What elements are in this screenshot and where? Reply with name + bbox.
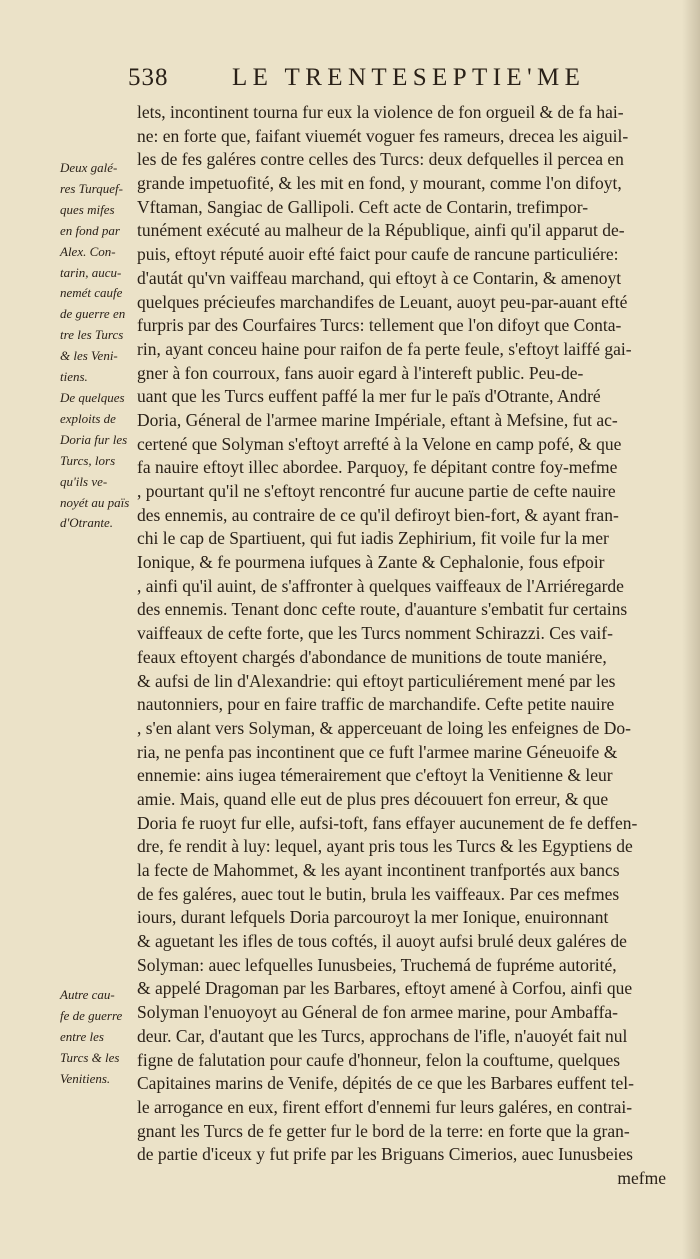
text-line: uant que les Turcs euffent paffé la mer fur le païs d'Otrante, André [137, 386, 601, 407]
catchword: mefme [617, 1167, 666, 1188]
text-line: Doria fe ruoyt fur elle, aufsi-toft, fans effayer aucunement de fe deffen- [137, 812, 638, 833]
page-number: 538 [128, 64, 169, 91]
text-line: & appelé Dragoman par les Barbares, eftoyt amené à Corfou, ainfi que [137, 978, 633, 999]
text-line: vaiffeaux de cefte forte, que les Turcs nomment Schirazzi. Ces vaif- [137, 623, 613, 644]
margin-note-line: nemét caufe [60, 285, 123, 301]
text-line: , pourtant qu'il ne s'eftoyt rencontré fur aucune partie de cefte nauire [137, 481, 616, 501]
text-line: de fes galéres, auec tout le butin, brula les vaiffeaux. Par ces mefmes [137, 883, 620, 904]
text-line: des ennemis. Tenant donc cefte route, d'auanture s'embatit fur certains [137, 599, 628, 620]
text-line: gnant les Turcs de fe getter fur le bord de la terre: en forte que la gran- [137, 1120, 630, 1141]
page-header [128, 64, 668, 98]
margin-note-line: Turcs & les [60, 1049, 120, 1065]
text-line: nautonniers, pour en faire traffic de marchandife. Cefte petite nauire [137, 694, 615, 715]
text-line: fa nauire eftoyt illec abordee. Parquoy, fe dépitant contre foy-mefme [137, 457, 618, 478]
text-line: & aguetant les ifles de tous coftés, il auoyt aufsi brulé deux galéres de [137, 931, 627, 952]
margin-note-line: Deux galé- [60, 160, 118, 175]
text-line: rin, ayant conceu haine pour raifon de fa perte feule, s'eftoyt laiffé gai- [137, 338, 632, 359]
text-line: les de fes galéres contre celles des Turcs: deux defquelles il percea en [137, 149, 624, 170]
text-line: & aufsi de lin d'Alexandrie: qui eftoyt particuliérement mené par les [137, 670, 616, 691]
running-title: LE TRENTESEPTIE'ME [232, 64, 586, 91]
text-line: de partie d'iceux y fut prife par les Briguans Cimerios, auec Iunusbeies [137, 1144, 633, 1165]
text-line: Solyman l'enuoyoyt au Géneral de fon armee marine, pour Ambaffa- [137, 1002, 619, 1023]
margin-note-line: tarin, aucu- [60, 264, 122, 280]
text-line: chi le cap de Spartiuent, qui fut iadis Zephirium, fit voile fur la mer [137, 528, 609, 549]
margin-note-line: entre les [60, 1028, 104, 1044]
margin-note-line: Venitiens. [60, 1070, 111, 1086]
text-line: quelques précieufes marchandifes de Leuant, auoyt peu-par-auant efté [137, 291, 628, 312]
text-line: Doria, Géneral de l'armee marine Impériale, eftant à Mefsine, fut ac- [137, 409, 618, 430]
text-line: dre, fe rendit à luy: lequel, ayant pris tous les Turcs & les Egyptiens de [137, 836, 633, 857]
text-line: ria, ne penfa pas incontinent que ce fuft l'armee marine Géneuoife & [137, 741, 618, 762]
margin-note-line: Autre cau- [60, 987, 115, 1002]
margin-note [60, 158, 134, 388]
margin-note-line: en fond par [60, 222, 120, 238]
text-line: la fecte de Mahommet, & les ayant incontinent tranfportés aux bancs [137, 860, 620, 880]
margin-note-line: tiens. [60, 369, 88, 385]
text-line: deur. Car, d'autant que les Turcs, approchans de l'ifle, n'auoyét fait nul [137, 1025, 628, 1046]
margin-note-line: Alex. Con- [60, 243, 116, 259]
margin-note-line: De quelques [60, 390, 125, 405]
text-line: des ennemis, au contraire de ce qu'il defiroyt bien-fort, & ayant fran- [137, 504, 619, 525]
text-line: feaux eftoyent chargés d'abondance de munitions de toute maniére, [137, 646, 607, 667]
text-line: Capitaines marins de Venife, dépités de ce que les Barbares euffent tel- [137, 1073, 634, 1094]
margin-note [60, 985, 134, 1090]
text-line: grande impetuofité, & les mit en fond, y mourant, comme l'on difoyt, [137, 173, 622, 194]
margin-note-line: d'Otrante. [60, 515, 113, 531]
margin-note-line: ques mifes [60, 201, 115, 217]
text-line: gner à fon courroux, fans auoir egard à l'intereft public. Peu-de- [137, 362, 584, 383]
margin-note-line: fe de guerre [60, 1007, 123, 1023]
text-line: d'autát qu'vn vaiffeau marchand, qui eftoyt à ce Contarin, & amenoyt [137, 267, 622, 288]
text-line: tunément exécuté au malheur de la République, ainfi qu'il apparut de- [137, 220, 625, 241]
text-line: puis, eftoyt réputé auoir efté faict pour caufe de rancune particuliére: [137, 244, 619, 265]
text-line: certené que Solyman s'eftoyt arrefté à la Velone en camp pofé, & que [137, 433, 622, 454]
margin-note [60, 388, 134, 534]
margin-note-line: de guerre en [60, 306, 126, 322]
text-line: iours, durant lefquels Doria parcouroyt la mer Ionique, enuironnant [137, 907, 609, 928]
margin-note-line: Turcs, lors [60, 452, 116, 468]
margin-note-line: qu'ils ve- [60, 473, 108, 489]
margin-note-line: exploits de [60, 410, 116, 426]
margin-note-line: noyét au païs [60, 494, 130, 510]
text-line: Ionique, & fe pourmena iufques à Zante & Cephalonie, fous efpoir [137, 552, 605, 573]
text-line: Solyman: auec lefquelles Iunusbeies, Truchemá de fupréme autorité, [137, 954, 617, 975]
text-line: furpris par des Courfaires Turcs: tellement que l'on difoyt que Conta- [137, 315, 622, 336]
margin-note-line: & les Veni- [60, 348, 118, 364]
text-line: ne: en forte que, faifant viuemét voguer fes rameurs, drecea les aiguil- [137, 125, 629, 146]
text-line: amie. Mais, quand elle eut de plus pres découuert fon erreur, & que [137, 788, 609, 809]
margin-note-line: tre les Turcs [60, 327, 124, 343]
text-line: le arrogance en eux, firent effort d'ennemi fur leurs galéres, en contrai- [137, 1096, 633, 1117]
text-line: ennemie: ains iugea témerairement que c'eftoyt la Venitienne & leur [137, 765, 613, 786]
body-text [137, 101, 672, 1191]
text-line: figne de falutation pour caufe d'honneur, felon la couftume, quelques [137, 1049, 621, 1070]
margin-note-line: Doria fur les [60, 431, 128, 447]
text-line: , s'en alant vers Solyman, & apperceuant de loing les enfeignes de Do- [137, 717, 631, 738]
text-line: Vftaman, Sangiac de Gallipoli. Ceft acte de Contarin, trefimpor- [137, 196, 589, 217]
margin-note-line: res Turquef- [60, 180, 123, 196]
text-line: lets, incontinent tourna fur eux la violence de fon orgueil & de fa hai- [137, 102, 624, 122]
text-line: , ainfi qu'il auint, de s'affronter à quelques vaiffeaux de l'Arriéregarde [137, 575, 624, 596]
